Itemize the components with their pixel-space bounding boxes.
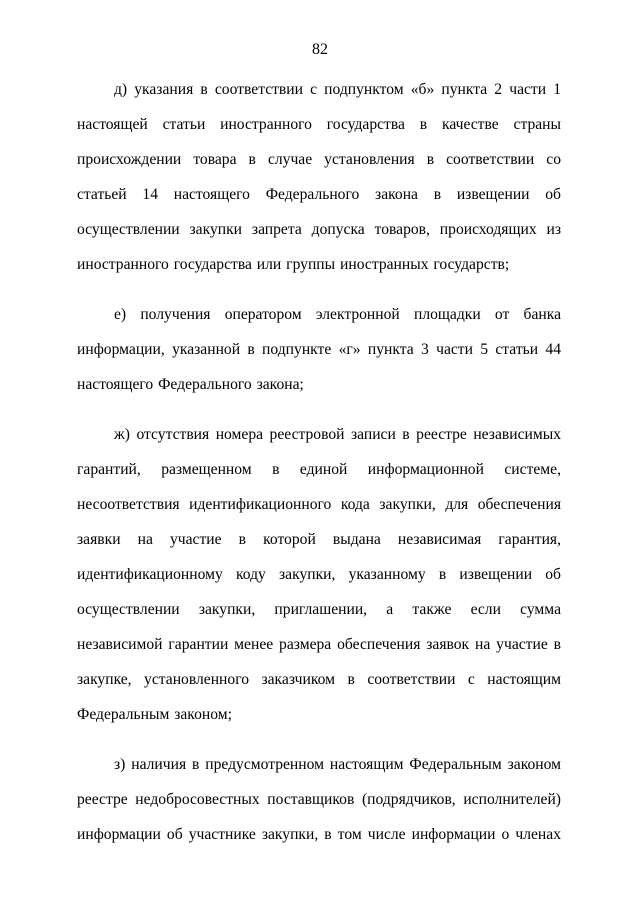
paragraph-e: е) получения оператором электронной площадки от банка информации, указанной в подпункте «г» пункта 3 части 5 статьи 44 настоящего Федерального закона; — [77, 306, 561, 393]
page-number: 82 — [312, 41, 328, 58]
paragraph-zh: ж) отсутствия номера реестровой записи в реестре независимых гарантий, размещенном в единой информационной системе, несоответствия идентификационного кода закупки, для обеспечения заявки на участие в которой выдана независимая гарантия, идентификационному коду закупки, указанному в извещении об осуществлении закупки, приглашении, а также если сумма независимой гарантии менее размера обеспечения заявок на участие в закупке, установленного заказчиком в соответствии с настоящим Федеральным законом; — [77, 426, 561, 723]
paragraph-d: д) указания в соответствии с подпунктом «б» пункта 2 части 1 настоящей статьи иностранного государства в качестве страны происхождении товара в случае установления в соответствии со статьей 14 настоящего Федерального закона в извещении об осуществлении закупки запрета допуска товаров, происходящих из иностранного государства или группы иностранных государств; — [77, 81, 561, 273]
document-body — [77, 72, 561, 867]
paragraph-z: з) наличия в предусмотренном настоящим Федеральным законом реестре недобросовестных поставщиков (подрядчиков, исполнителей) информации об участнике закупки, в том числе информации о членах — [77, 756, 561, 843]
